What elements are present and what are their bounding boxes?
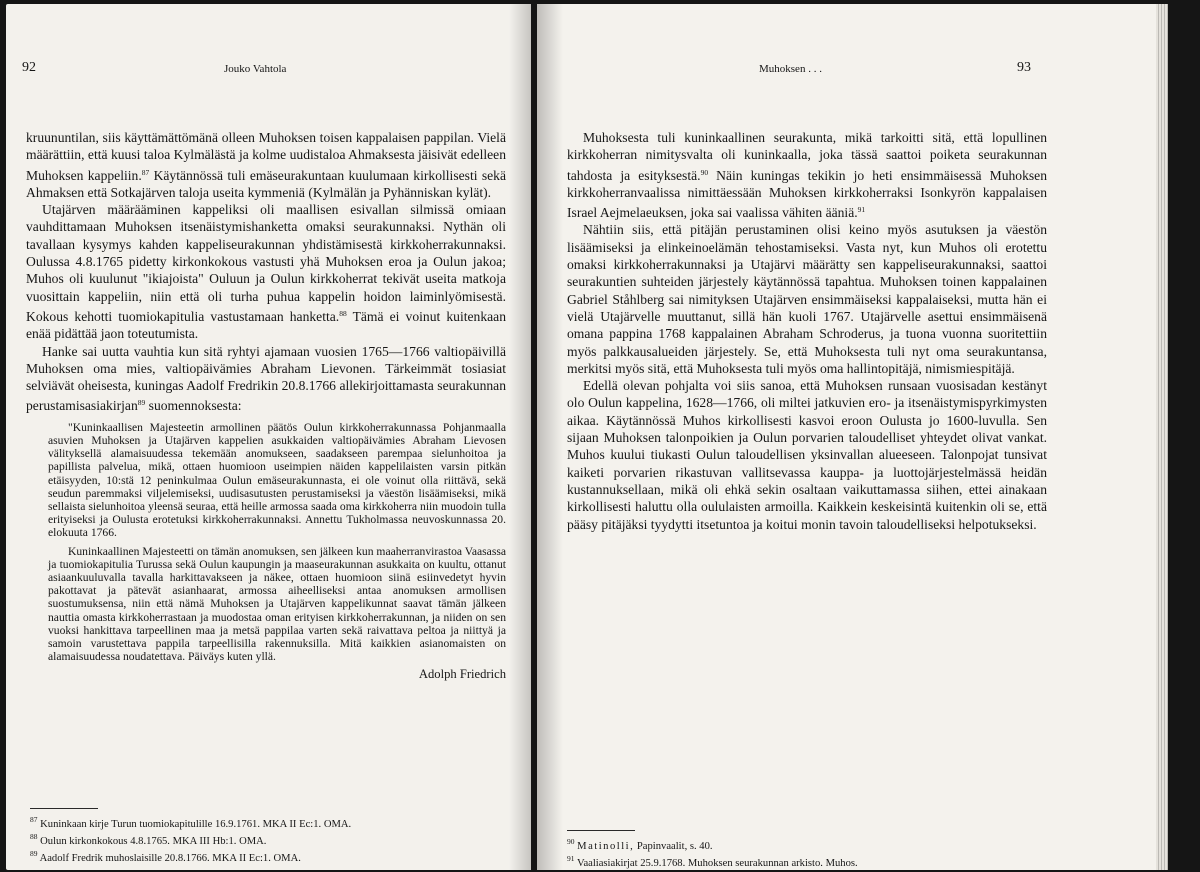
paragraph: Utajärven määrääminen kappeliksi oli maallisen esivallan silmissä omiaan vauhdittamaan Muhoksen itsenäistymishanketta omaksi seurakunnaksi. Nythän oli tavallaan kysymys kahden kappeliseurakunnan yhdistämisestä kirkkoherrakunnaksi. Oulussa 4.8.1765 pidetty kirkonkokous vastusti yhä Muhoksen eroa ja Oulun jakoa; Muhos oli kuulunut "ikiajoista" Ouluun ja Oulun kirkkoherrat tekivät useita matkoja vuosittain kappeliin, niin että oli turha puhua kappelin hoidon laiminlyömisestä. Kokous kehotti tuomiokapitulia vastustamaan hanketta.$^{88}$ Tämä ei voinut kuitenkaan enää pidättää jaon toteutumista.	[26, 202, 507, 342]
quote-paragraph: "Kuninkaallisen Majesteetin armollinen päätös Oulun kirkkoherrakunnassa Pohjanmaalla asuvien Muhoksen ja Utajärven kappelien asukkaiden valtiopäivämies Abraham Lievosen välityksellä alamaisuudessa tekemään anomukseen, saadakseen parempaa sielunhoitoa ja papillista palvelua, mikä, ottaen huomioon useimpien näiden kappelilaisten varsin pitkän etäisyyden, 10:stä 12 peninkulmaa Oulun emäseurakunnasta, ei ole voinut olla riittävä, sekä seudun paremmaksi viljelemiseksi, uudisasutusten perustamiseksi ja väestön lisäämiseksi, mikä sellaista sielunhoitoa yleensä seuraa, että heille armossa saada oma kirkkoherra niin muodoin tulla erityiseksi ja Oulusta erotetuksi kirkkoherrakunnaksi. Annettu Tukholmassa neuvoskunnassa 20. elokuuta 1766.	[48, 420, 506, 540]
quote-paragraph: Kuninkaallinen Majesteetti on tämän anomuksen, sen jälkeen kun maaherranvirastoa Vaasassa ja tuomiokapitulia Turussa sekä Oulun kaupungin ja maaseurakunnan asukkaita on kuultu, ottanut asiaankuuluvalla tavalla harkittavakseen ja näkee, ottaen huomioon siinä esiinvedetyt hyvin pakottavat ja pätevät asianhaarat, armossa aiheelliseksi antaa anomuksen armollisen suostumuksensa, niin että nämä Muhoksen ja Utajärven kappelikunnat saavat tämän jälkeen nauttia omasta kirkkoherrastaan ja muodostaa oman erityisen kirkkoherrakunnan, ja niiden on sen vuoksi hankittava tarpeellinen maa ja metsä pappilaa varten sekä raivattava peltoa ja niittyä ja samoin varustettava pappila tarpeellisilla rakennuksilla. Mitä kaikkien asianomaisten on alamaisuudessa noudatettava. Päiväys kuten yllä.	[48, 544, 506, 664]
paragraph: Muhoksesta tuli kuninkaallinen seurakunta, mikä tarkoitti sitä, että lopullinen kirkkoherran nimitysvalta oli kuninkaalla, joka tässä saattoi poiketa seurakunnan tahdosta ja esityksestä.$^{90}$ Näin kuningas tekikin jo heti ensimmäisessä Muhoksen kirkkoherranvaalissa nimittäessään Muhoksen kirkkoherraksi Isonkyrön kappalaisen Israel Aejmelaeuksen, joka sai vaalissa vähiten ääniä.$^{91}$	[567, 130, 1047, 221]
page-edge	[1156, 4, 1168, 870]
left-page-header	[6, 60, 531, 80]
footnote-ref: 89	[137, 398, 146, 408]
footnote-ref: 88	[339, 308, 347, 318]
footnote: $^{90}$ Matinolli, Papinvaalit, s. 40.	[567, 837, 713, 852]
left-page	[6, 4, 531, 870]
right-page	[537, 4, 1168, 870]
footnote-ref: 91	[857, 205, 866, 215]
paragraph: Edellä olevan pohjalta voi siis sanoa, että Muhoksen runsaan vuosisadan kestänyt olo Oulun kappelina, 1628—1766, oli miltei jatkuvien ero- ja itsenäistymispyrkimysten aikaa. Käytännössä Muhos kirkollisesti kasvoi eroon Oulusta jo 1600-luvulla. Sen sijaan Muhoksen talonpoikien ja Oulun porvarien taloudelliset yhteydet olivat vankat. Muhos kuului tiukasti Oulun taloudellisen yksinvallan alueeseen. Talonpojat tunsivat kaiketi porvarien rikastuvan vallitsevassa kauppa- ja luottojärjestelmässä heidän kustannuksellaan, mikä oli ehkä sekin osaltaan vaikuttamassa siihen, ettei ainakaan kirkollisesti haluttu olla oululaisten armoilla. Kaikkein keskeisintä kuitenkin oli se, että pääsy pitäjäksi tyydytti itsetuntoa ja koitui monin tavoin taloudelliseksi helpotukseksi.	[567, 378, 1047, 532]
right-page-header	[537, 60, 1168, 80]
footnotes-left	[30, 814, 490, 865]
right-body-text	[567, 129, 1047, 533]
block-quote	[48, 421, 506, 682]
page-number-left: 92	[22, 60, 36, 75]
footnote: $^{88}$ Oulun kirkonkokous 4.8.1765. MKA III Hb:1. OMA.	[30, 832, 267, 847]
footnote: $^{91}$ Vaaliasiakirjat 25.9.1768. Muhoksen seurakunnan arkisto. Muhos.	[567, 854, 858, 869]
footnotes-right	[567, 836, 1037, 870]
signature: Adolph Friedrich	[418, 667, 506, 682]
footnote-rule	[30, 808, 98, 809]
paragraph: Nähtiin siis, että pitäjän perustaminen olisi keino myös asutuksen ja väestön lisäämiseksi ja elinkeinoelämän tehostamiseksi. Vasta nyt, kun Muhos oli erotettu omaksi kirkkoherrakunnaksi ja Utajärvi määrätty sen kappeliseurakunnaksi, saattoi seurakuntien suhteiden järjestely käytännössä tapahtua. Muhoksen toinen kappalainen Gabriel Ståhlberg sai nimityksen Utajärven ensimmäiseksi kappalaiseksi, mutta hän ei vielä Utajärvelle muuttanut, sillä hän kuoli 1767. Utajärvelle asettui ensimmäisenä omana pappina 1768 kappalainen Abraham Schroderus, ja tuona vuonna suoritettiin myös palkkausalueiden järjestely. Se, että Muhoksesta tuli nyt oma seurakuntansa, merkitsi myös sitä, että Muhoksesta tuli myös oma hallintopitäjä, nimismiespitäjä.	[567, 222, 1047, 376]
footnote-ref: 87	[141, 167, 150, 177]
footnote: $^{87}$ Kuninkaan kirje Turun tuomiokapitulille 16.9.1761. MKA II Ec:1. OMA.	[30, 815, 352, 830]
footnote-rule	[567, 830, 635, 831]
page-number-right: 93	[1017, 60, 1031, 75]
book-spread	[6, 4, 1194, 870]
footnote: $^{89}$ Aadolf Fredrik muhoslaisille 20.8.1766. MKA II Ec:1. OMA.	[30, 849, 301, 864]
running-head-left: Jouko Vahtola	[224, 63, 287, 75]
footnote-ref: 90	[700, 167, 709, 177]
paragraph: kruununtilan, siis käyttämättömänä olleen Muhoksen toisen kappalaisen pappilan. Vielä määrättiin, että kuusi taloa Kylmälästä ja kolme uudistaloa Ahmaksesta jäisivät edelleen Muhoksen kappeliin.$^{87}$ Käytännössä tuli emäseurakuntaan kuulumaan kirkollisesti sekä Ahmaksen että Sotkajärven taloja useita kymmeniä (Kylmälän ja Pyhänniskan kylät).	[26, 130, 506, 200]
paragraph: Hanke sai uutta vauhtia kun sitä ryhtyi ajamaan vuosien 1765—1766 valtiopäivillä Muhoksen oma mies, valtiopäivämies Abraham Lievonen. Tärkeimmät tosiasiat selviävät oheisesta, kuningas Aadolf Fredrikin 20.8.1766 allekirjoittamasta seurakunnan perustamisasiakirjan$^{89}$ suomennoksesta:	[26, 343, 506, 414]
running-head-right: Muhoksen . . .	[759, 63, 822, 75]
left-body-text	[26, 129, 506, 682]
